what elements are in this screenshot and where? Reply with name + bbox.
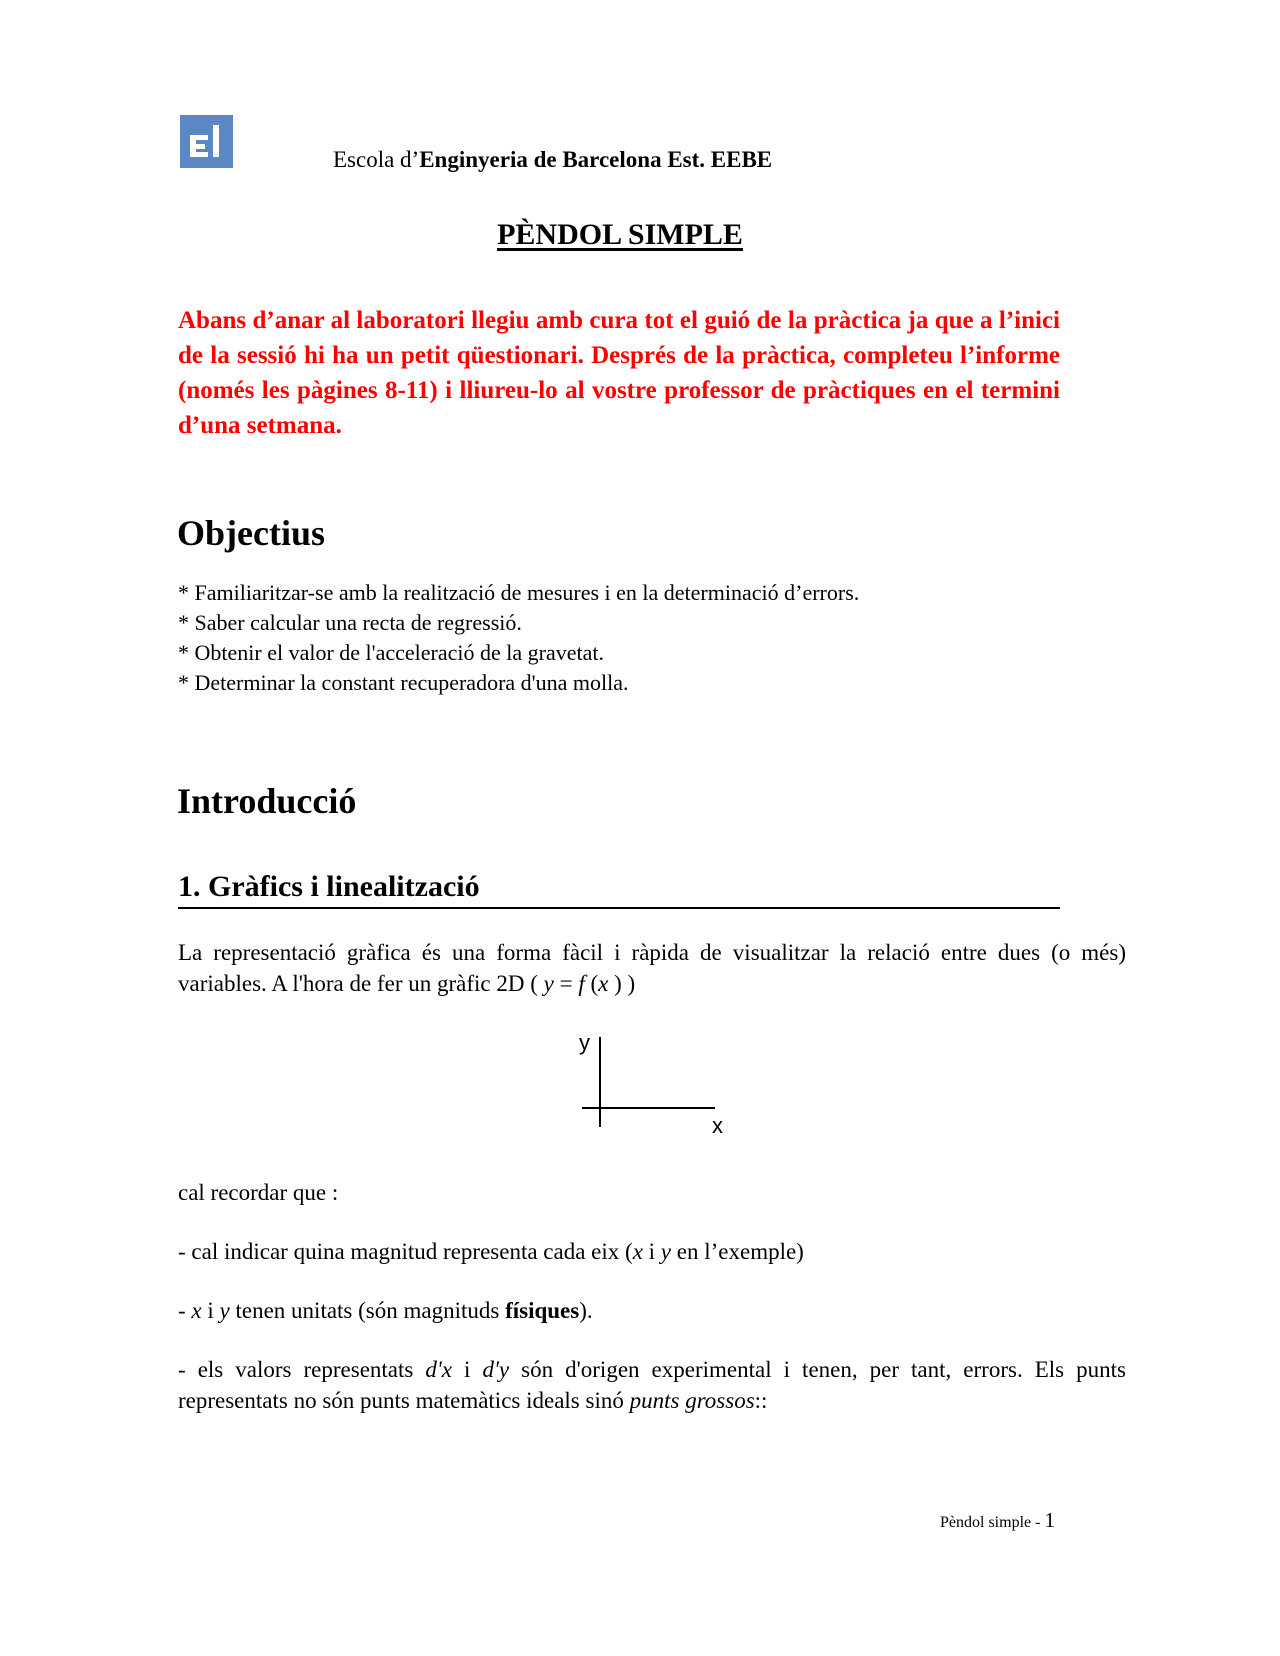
para-text: = — [553, 971, 579, 996]
para-text: ( — [584, 971, 599, 996]
intro-paragraph — [178, 937, 1126, 999]
list-item: * Obtenir el valor de l'acceleració de la gravetat. — [178, 640, 605, 665]
para-text: tenen unitats (són magnituds — [229, 1298, 506, 1323]
page-footer — [940, 1508, 1055, 1533]
para-text: - — [178, 1298, 192, 1323]
para-text: - els valors representats — [178, 1357, 426, 1382]
warning-notice: Abans d’anar al laboratori llegiu amb cura tot el guió de la pràctica ja que a l’inici de la sessió hi ha un petit qüestionari. Després de la pràctica, completeu l’informe (només les pàgines 8-11) i lliureu-lo al vostre professor de pràctiques en el termini d’una setmana. — [178, 307, 1060, 439]
var-dx: d'x — [425, 1357, 453, 1382]
para-text: La representació gràfica és una forma fàcil i ràpida de visualitzar la relació entre dues (o més) variables. A l'hora de fer un gràfic 2D ( — [178, 940, 1126, 996]
document-title: PÈNDOL SIMPLE — [497, 218, 743, 251]
var-f: f — [578, 971, 585, 996]
objectives-heading: Objectius — [177, 513, 325, 553]
para-text: són d'origen experimental i tenen, per tant, errors. Els punts representats no són punts matemàtics ideals sinó — [178, 1357, 1126, 1413]
para-text: - cal indicar quina magnitud representa cada eix ( — [178, 1239, 633, 1264]
var-x: x — [191, 1298, 202, 1323]
section-heading: 1. Gràfics i linealització — [178, 870, 1060, 909]
var-y: y — [219, 1298, 230, 1323]
school-name: Enginyeria de Barcelona Est. EEBE — [419, 147, 773, 172]
list-item: * Determinar la constant recuperadora d'una molla. — [178, 670, 629, 695]
var-dy: d'y — [482, 1357, 510, 1382]
school-header — [333, 147, 772, 173]
page-number: 1 — [1044, 1508, 1055, 1532]
recall-text: cal recordar que : — [178, 1180, 339, 1205]
para-text: ) ) — [608, 971, 636, 996]
para-text: en l’exemple) — [671, 1239, 804, 1264]
var-y: y — [660, 1239, 672, 1264]
list-item: * Saber calcular una recta de regressió. — [178, 610, 522, 635]
para-text: i — [201, 1298, 220, 1323]
school-prefix: Escola d’ — [333, 147, 420, 172]
list-item: * Familiaritzar-se amb la realització de mesures i en la determinació d’errors. — [178, 580, 860, 605]
logo-icon — [180, 115, 233, 168]
x-axis-label: x — [712, 1113, 723, 1138]
objectives-list — [178, 578, 859, 698]
y-axis-label: y — [579, 1030, 590, 1055]
bullet-errors — [178, 1354, 1126, 1416]
var-y: y — [543, 971, 554, 996]
bold-term: físiques — [505, 1298, 580, 1323]
para-text: i — [452, 1357, 483, 1382]
italic-term: punts grossos — [629, 1388, 755, 1413]
var-x: x — [598, 971, 609, 996]
para-text: i — [642, 1239, 661, 1264]
bullet-units — [178, 1295, 1126, 1326]
axes-diagram — [570, 1025, 730, 1140]
para-text: ). — [579, 1298, 593, 1323]
introduction-heading: Introducció — [177, 781, 357, 821]
school-logo — [180, 115, 233, 168]
para-text: :: — [754, 1388, 768, 1413]
var-x: x — [632, 1239, 643, 1264]
footer-label: Pèndol simple - — [940, 1514, 1045, 1531]
bullet-axis-magnitude — [178, 1236, 1126, 1267]
